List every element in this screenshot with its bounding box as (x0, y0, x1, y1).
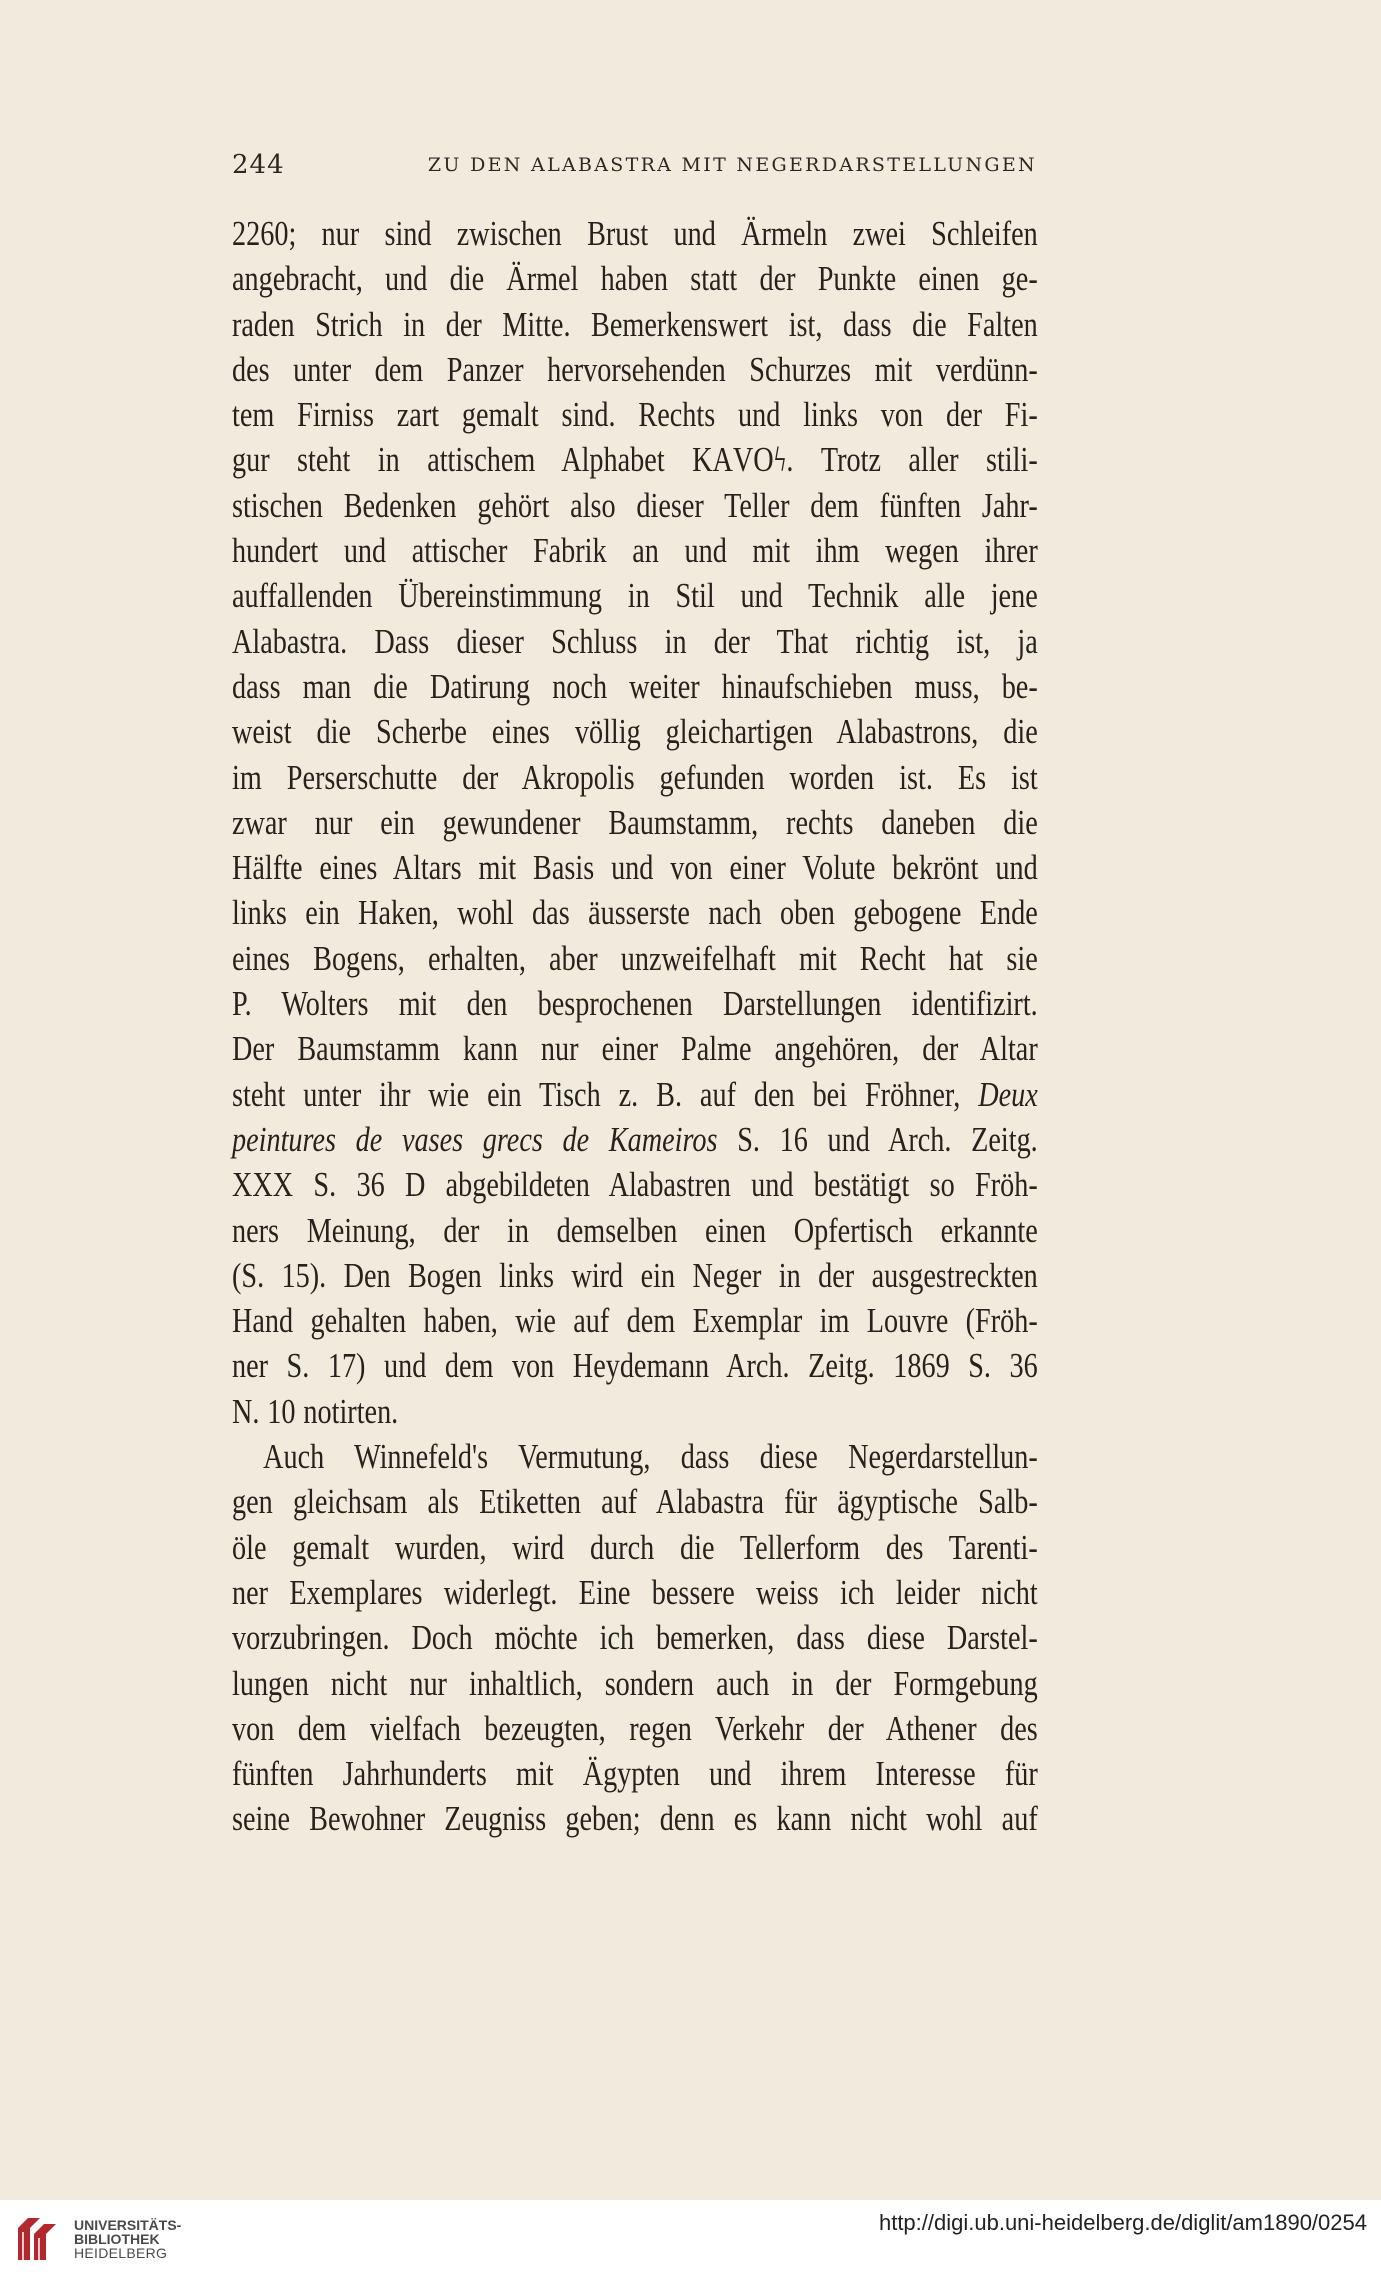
text-line: angebracht, und die Ärmel haben statt der Punkte einen ge- (232, 260, 1038, 299)
heidelberg-library-logo-icon (14, 2214, 60, 2264)
italic-title-segment: peintures de vases grecs de Kameiros (232, 1120, 718, 1159)
text-line: XXX S. 36 D abgebildeten Alabastren und bestätigt so Fröh- (232, 1166, 1038, 1205)
text-line: Hand gehalten haben, wie auf dem Exemplar im Louvre (Fröh- (232, 1302, 1038, 1341)
text-line: links ein Haken, wohl das äusserste nach oben gebogene Ende (232, 894, 1038, 933)
text-line: dass man die Datirung noch weiter hinaufschieben muss, be- (232, 667, 1038, 706)
library-city: HEIDELBERG (74, 2245, 168, 2261)
text-segment: S. 16 und Arch. Zeitg. (737, 1120, 1038, 1159)
text-line: weist die Scherbe eines völlig gleichartigen Alabastrons, die (232, 713, 1038, 752)
italic-title-segment: Deux (978, 1075, 1038, 1114)
text-line: öle gemalt wurden, wird durch die Tellerform des Tarenti- (232, 1528, 1038, 1567)
text-line: hundert und attischer Fabrik an und mit ihm wegen ihrer (232, 532, 1038, 571)
text-line: zwar nur ein gewundener Baumstamm, rechts daneben die (232, 803, 1038, 842)
text-line: von dem vielfach bezeugten, regen Verkehr der Athener des (232, 1709, 1038, 1748)
text-line: seine Bewohner Zeugniss geben; denn es kann nicht wohl auf (232, 1800, 1038, 1839)
text-line: Der Baumstamm kann nur einer Palme angehören, der Altar (232, 1030, 1038, 1069)
text-line: im Perserschutte der Akropolis gefunden worden ist. Es ist (232, 758, 1038, 797)
text-line: lungen nicht nur inhaltlich, sondern auch in der Formgebung (232, 1664, 1038, 1703)
text-line: N. 10 notirten. (232, 1392, 399, 1431)
page-header (232, 150, 1037, 190)
text-line: Auch Winnefeld's Vermutung, dass diese Negerdarstellun- (263, 1438, 1038, 1477)
text-line: tem Firniss zart gemalt sind. Rechts und links von der Fi- (232, 396, 1038, 435)
text-line: auffallenden Übereinstimmung in Stil und Technik alle jene (232, 577, 1038, 616)
library-name (74, 2218, 181, 2260)
body-text (232, 212, 1038, 1843)
text-line: eines Bogens, erhalten, aber unzweifelhaft mit Recht hat sie (232, 939, 1038, 978)
source-url-link[interactable]: http://digi.ub.uni-heidelberg.de/diglit/am1890/0254 (878, 2210, 1367, 2235)
viewer-footer (0, 2200, 1381, 2276)
text-line: ner S. 17) und dem von Heydemann Arch. Zeitg. 1869 S. 36 (232, 1347, 1038, 1386)
text-line: 2260; nur sind zwischen Brust und Ärmeln zwei Schleifen (232, 215, 1038, 253)
text-line: raden Strich in der Mitte. Bemerkenswert ist, dass die Falten (232, 305, 1038, 344)
text-segment: steht unter ihr wie ein Tisch z. B. auf den bei Fröhner, (232, 1075, 961, 1114)
library-name-line: UNIVERSITÄTS- (74, 2217, 182, 2233)
text-line: des unter dem Panzer hervorsehenden Schurzes mit verdünn- (232, 350, 1038, 389)
library-name-line: BIBLIOTHEK (74, 2231, 160, 2247)
text-line: fünften Jahrhunderts mit Ägypten und ihrem Interesse für (232, 1755, 1038, 1794)
page-number: 244 (232, 150, 285, 180)
text-line: Hälfte eines Altars mit Basis und von einer Volute bekrönt und (232, 849, 1038, 888)
text-line (232, 1073, 1038, 1118)
text-line: vorzubringen. Doch möchte ich bemerken, dass diese Darstel- (232, 1619, 1038, 1658)
text-line (232, 1118, 1038, 1163)
text-line: ner Exemplares widerlegt. Eine bessere weiss ich leider nicht (232, 1573, 1038, 1612)
text-line: P. Wolters mit den besprochenen Darstellungen identifizirt. (232, 985, 1038, 1024)
text-line: gen gleichsam als Etiketten auf Alabastra für ägyptische Salb- (232, 1483, 1038, 1522)
text-line: (S. 15). Den Bogen links wird ein Neger in der ausgestreckten (232, 1256, 1038, 1295)
text-line: Alabastra. Dass dieser Schluss in der That richtig ist, ja (232, 622, 1038, 661)
text-line: gur steht in attischem Alphabet ΚΑVOϟ. Trotz aller stili- (232, 441, 1038, 480)
running-title: ZU DEN ALABASTRA MIT NEGERDARSTELLUNGEN (427, 154, 1037, 176)
text-line: ners Meinung, der in demselben einen Opfertisch erkannte (232, 1211, 1038, 1250)
text-line: stischen Bedenken gehört also dieser Teller dem fünften Jahr- (232, 486, 1038, 525)
